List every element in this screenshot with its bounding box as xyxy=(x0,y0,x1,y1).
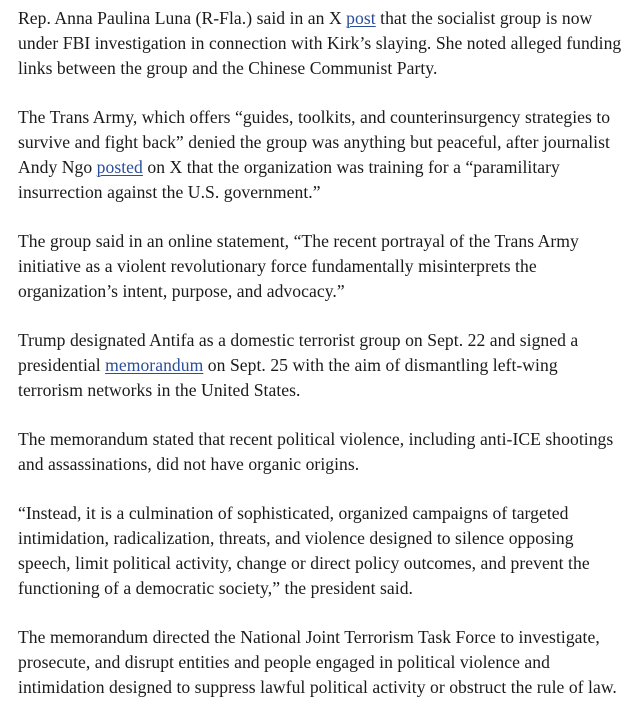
paragraph-president-quote: “Instead, it is a culmination of sophisticated, organized campaigns of targeted intimidation, radicalization, threats, and violence designed to silence opposing speech, limit political activity, change or direct policy outcomes, and prevent the functioning of a democratic society,” the president said. xyxy=(18,503,590,598)
paragraph-text: on Sept. 25 with the aim of dismantling left-wing terrorism networks in the United States. xyxy=(18,355,558,400)
posted-link[interactable]: posted xyxy=(96,157,143,177)
paragraph-luna-fbi xyxy=(18,6,622,81)
paragraph-memorandum-stated: The memorandum stated that recent political violence, including anti-ICE shootings and assassinations, did not have organic origins. xyxy=(18,429,614,474)
paragraph-text: that the socialist group is now under FBI investigation in connection with Kirk’s slaying. She noted alleged funding links between the group and the Chinese Communist Party. xyxy=(18,8,622,78)
post-link[interactable]: post xyxy=(346,8,376,28)
paragraph-trans-army xyxy=(18,105,622,205)
paragraph-text: The Trans Army, which offers “guides, toolkits, and counterinsurgency strategies to survive and fight back” denied the group was anything but peaceful, after journalist Andy Ngo xyxy=(18,107,611,177)
paragraph-trump-designation xyxy=(18,328,622,403)
paragraph-text: Rep. Anna Paulina Luna (R-Fla.) said in an X xyxy=(18,8,347,28)
article-body xyxy=(18,6,622,724)
paragraph-text: Trump designated Antifa as a domestic terrorist group on Sept. 22 and signed a presidential xyxy=(18,330,579,375)
paragraph-task-force: The memorandum directed the National Joint Terrorism Task Force to investigate, prosecute, and disrupt entities and people engaged in political violence and intimidation designed to suppress lawful political activity or obstruct the rule of law. xyxy=(18,627,617,697)
memorandum-link[interactable]: memorandum xyxy=(105,355,204,375)
paragraph-text: on X that the organization was training for a “paramilitary insurrection against the U.S. government.” xyxy=(18,157,560,202)
paragraph-group-statement: The group said in an online statement, “The recent portrayal of the Trans Army initiative as a violent revolutionary force fundamentally misinterprets the organization’s intent, purpose, and advocacy.” xyxy=(18,231,579,301)
